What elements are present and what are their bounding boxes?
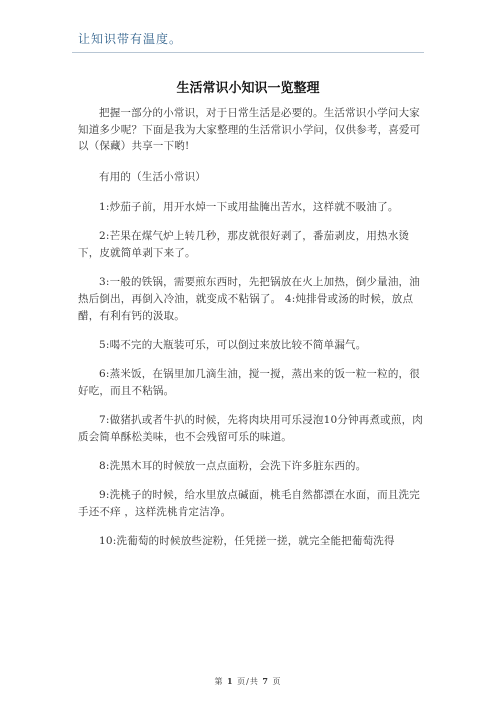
footer-prefix: 第 bbox=[214, 677, 228, 686]
intro-paragraph: 把握一部分的小常识，对于日常生活是必要的。生活常识小学问大家知道多少呢？下面是我为大家整理的生活常识小学问，仅供参考，喜爱可以（保藏）共享一下哟! bbox=[78, 107, 421, 152]
tip-paragraph: 9:洗桃子的时候，给水里放点碱面，桃毛自然都漂在水面，而且洗完手还不痒 ，这样洗桃肯定洁净。 bbox=[78, 488, 420, 518]
page-footer bbox=[0, 676, 496, 687]
header-divider bbox=[72, 52, 424, 53]
tip-paragraph: 1:炒茄子前，用开水焯一下或用盐腌出苦水，这样就不吸油了。 bbox=[99, 200, 399, 213]
tip-paragraph: 10:洗葡萄的时候放些淀粉，任凭搓一搓，就完全能把葡萄洗得 bbox=[99, 534, 395, 547]
tip-paragraph: 2:芒果在煤气炉上转几秒，那皮就很好剥了，番茄剥皮，用热水烫下，皮就简单剥下来了。 bbox=[78, 229, 410, 259]
current-page-number: 1 bbox=[227, 676, 234, 686]
tip-paragraph: 8:洗黑木耳的时候放一点点面粉，会洗下许多脏东西的。 bbox=[99, 459, 367, 472]
tip-paragraph: 7:做猪扒或者牛扒的时候，先将肉块用可乐浸泡10分钟再煮或煎，肉质会简单酥松美味，也不会残留可乐的味道。 bbox=[78, 413, 423, 443]
section-heading: 有用的（生活小常识） bbox=[99, 170, 206, 183]
header-slogan: 让知识带有温度。 bbox=[78, 32, 183, 46]
document-title: 生活常识小知识一览整理 bbox=[176, 81, 320, 96]
tip-paragraph: 3:一般的铁锅，需要煎东西时，先把锅放在火上加热，倒少量油，油热后倒出，再倒入冷油，就变成不粘锅了。 4:炖排骨或汤的时候，放点醋，有利有钙的汲取。 bbox=[78, 275, 420, 322]
total-pages-number: 7 bbox=[262, 676, 269, 686]
footer-suffix: 页 bbox=[268, 677, 282, 686]
document-body bbox=[78, 105, 430, 562]
footer-middle: 页/共 bbox=[233, 677, 263, 686]
tip-paragraph: 5:喝不完的大瓶装可乐，可以倒过来放比较不简单漏气。 bbox=[99, 338, 367, 351]
tip-paragraph: 6:蒸米饭，在锅里加几滴生油，搅一搅，蒸出来的饭一粒一粒的，很好吃，而且不粘锅。 bbox=[78, 367, 420, 397]
